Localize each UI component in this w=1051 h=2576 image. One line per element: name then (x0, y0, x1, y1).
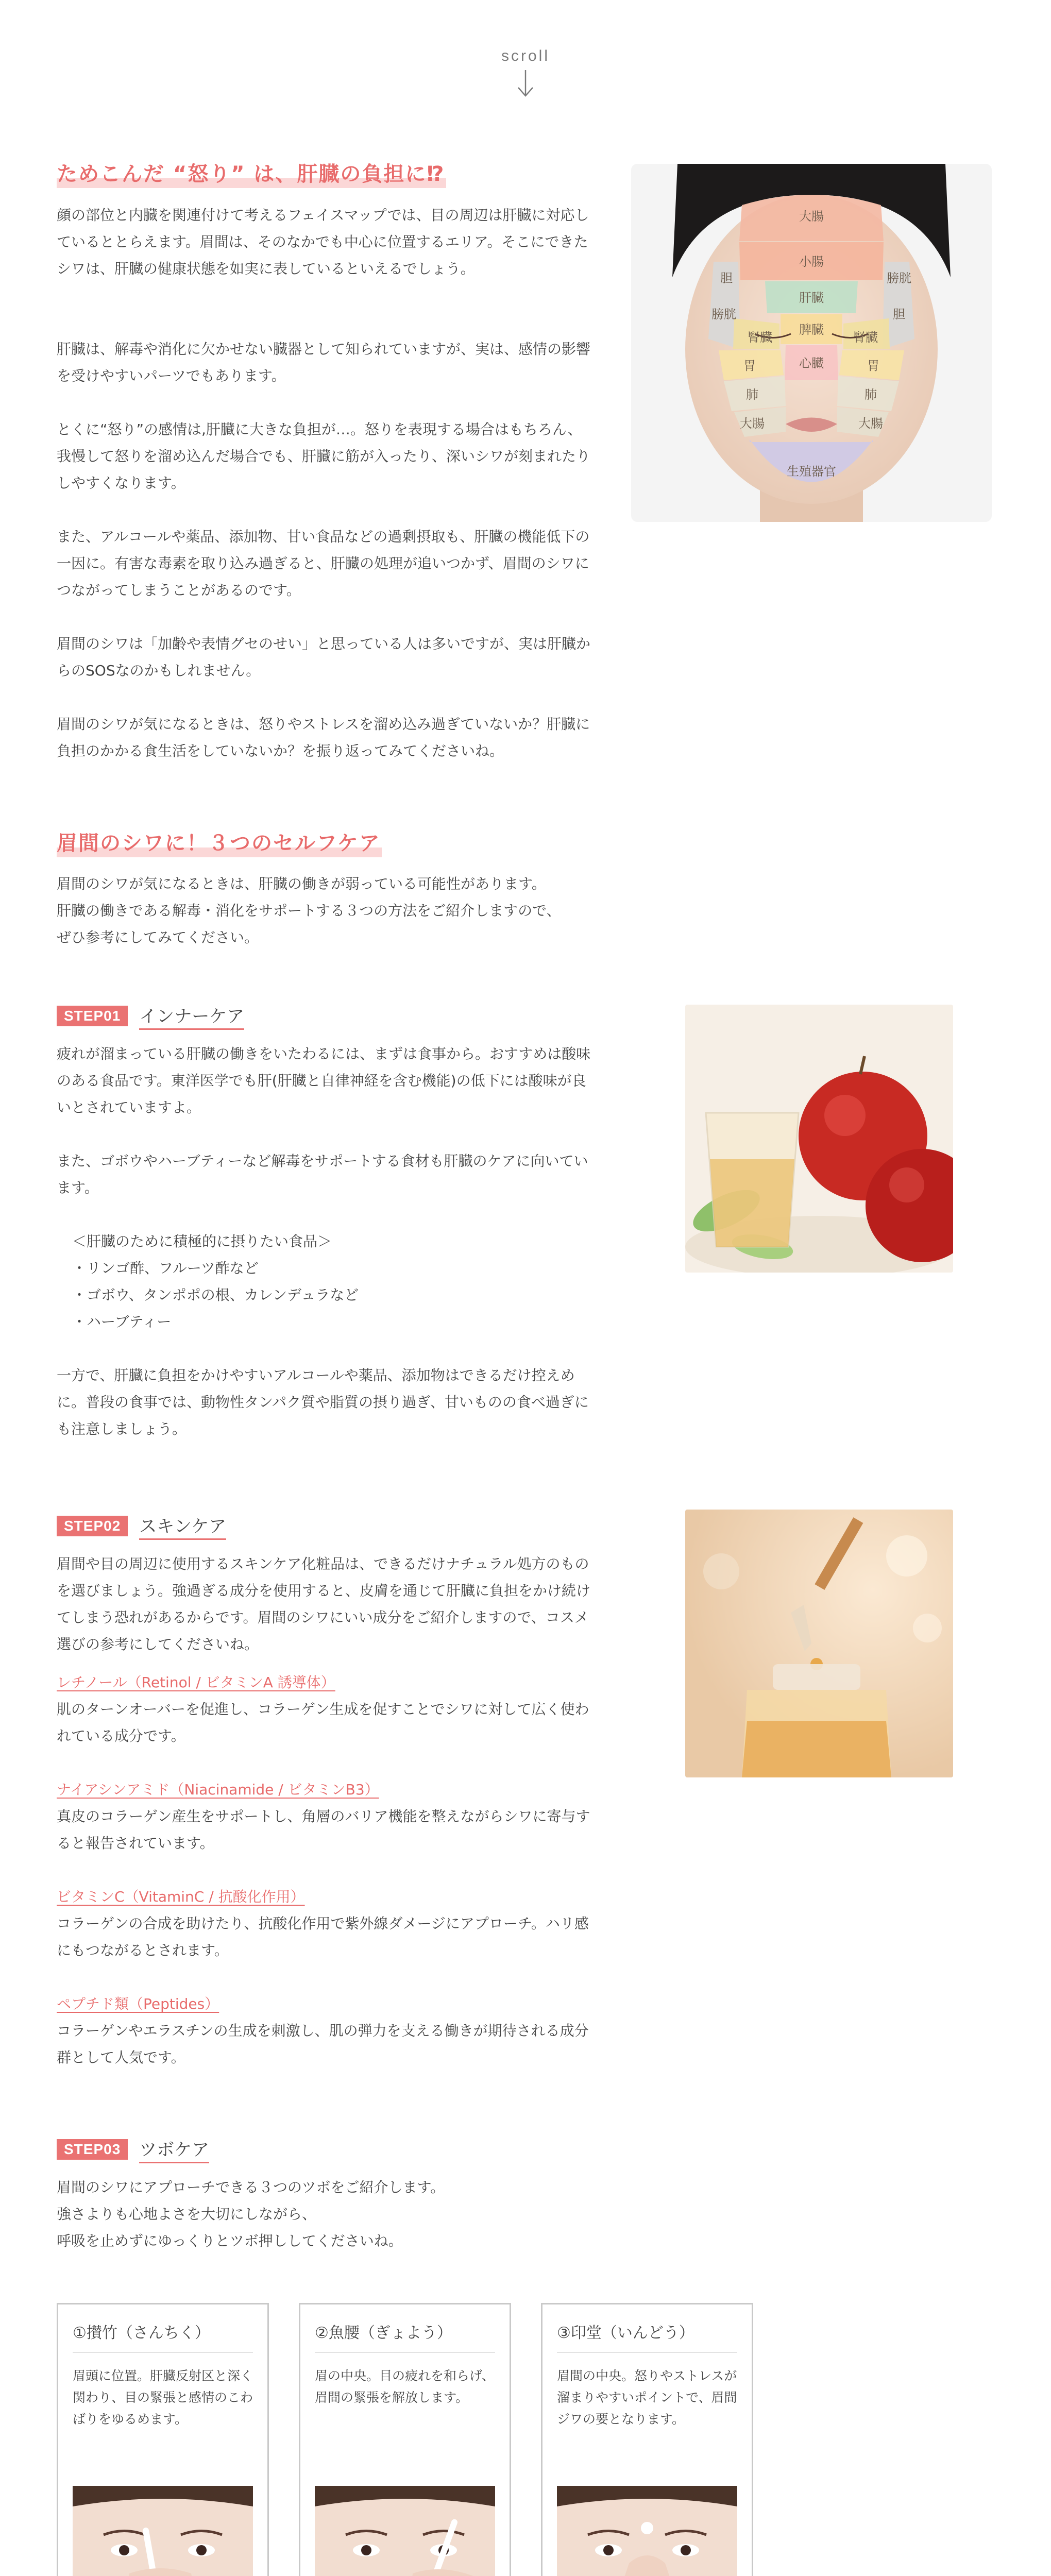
title-highlight: 肝臓の負担に⁉ (297, 162, 445, 186)
ingredient-desc: コラーゲンの合成を助けたり、抗酸化作用で紫外線ダメージにアプローチ。ハリ感にもつながるとされます。 (57, 1915, 589, 1959)
section-title-selfcare (57, 827, 382, 856)
intro-line: 肝臓の働きである解毒・消化をサポートする３つの方法をご紹介しますので、 (57, 902, 561, 919)
pressure-point-desc: 眉の中央。目の疲れを和らげ、眉間の緊張を解放します。 (315, 2368, 495, 2405)
ingredient-name: レチノール（Retinol / ビタミンA 誘導体） (57, 1674, 335, 1691)
step02-badge: STEP02 (57, 1516, 128, 1536)
label-colon-left: 大腸 (740, 416, 765, 431)
label-side-left: 膀胱 (711, 307, 736, 321)
intro-line: ぜひ参考にしてみてください。 (57, 929, 259, 946)
intro-line: 眉間のシワが気になるときは、肝臓の働きが弱っている可能性があります。 (57, 875, 546, 892)
scroll-label: scroll (501, 47, 550, 64)
list-item: ・リンゴ酢、フルーツ酢など (72, 1260, 259, 1277)
label-cheek-right: 胃 (867, 359, 879, 373)
list-heading: ＜肝臓のために積極的に摂りたい食品＞ (72, 1233, 332, 1250)
paragraph: 顔の部位と内臓を関連付けて考えるフェイスマップでは、目の周辺は肝臓に対応しているととらえます。眉間は、そのなかでも中心に位置するエリア。そこにできたシワは、肝臓の健康状態を如実に表しているといえるでしょう。 (57, 207, 589, 277)
section2-intro (57, 871, 592, 951)
pressure-point-desc: 眉間の中央。怒りやストレスが溜まりやすいポイントで、眉間ジワの要となります。 (557, 2368, 737, 2427)
ingredient-desc: コラーゲンやエラスチンの生成を刺激し、肌の弾力を支える働きが期待される成分群として人気です。 (57, 2022, 589, 2066)
pressure-point-photo (73, 2486, 253, 2576)
step01-heading (57, 1002, 244, 1030)
recommended-foods-list (57, 1228, 592, 1335)
list-item: ・ハーブティー (72, 1313, 172, 1330)
list-item: ・ゴボウ、タンポポの根、カレンデュラなど (72, 1286, 359, 1303)
label-chin: 生殖器官 (787, 464, 836, 479)
paragraph: また、ゴボウやハーブティーなど解毒をサポートする食材も肝臓のケアに向いています。 (57, 1153, 588, 1196)
paragraph: 疲れが溜まっている肝臓の働きをいたわるには、まずは食事から。おすすめは酸味のある食品です。東洋医学でも肝(肝臓と自律神経を含む機能)の低下には酸味が良いとされていますよ。 (57, 1045, 591, 1116)
step03-heading (57, 2136, 209, 2163)
ingredient-desc: 肌のターンオーバーを促進し、コラーゲン生成を促すことでシワに対して広く使われている成分です。 (57, 1701, 589, 1744)
step03-intro (57, 2174, 592, 2255)
paragraph: 眉間や目の周辺に使用するスキンケア化粧品は、できるだけナチュラル処方のものを選びましょう。強過ぎる成分を使用すると、皮膚を通じて肝臓に負担をかけ続けてしまう恐れがあるからです。眉間のシワにいい成分をご紹介しますので、コスメ選びの参考にしてくださいね。 (57, 1555, 591, 1653)
label-colon-right: 大腸 (858, 416, 883, 431)
label-forehead-mid: 小腸 (799, 255, 824, 269)
pressure-point-title: ③印堂（いんどう） (557, 2320, 737, 2353)
paragraph: 眉間のシワが気になるときは、怒りやストレスを溜め込み過ぎていないか？肝臓に負担のかかる食生活をしていないか？を振り返ってみてくださいね。 (57, 716, 590, 759)
apple-vinegar-photo (685, 1005, 953, 1273)
label-lung-right: 肺 (864, 387, 877, 402)
label-nose: 脾臓 (799, 323, 824, 337)
step02-body (57, 1551, 592, 2071)
label-side-right: 胆 (893, 307, 905, 321)
pressure-point-title: ①攅竹（さんちく） (73, 2320, 253, 2353)
scroll-indicator-top[interactable] (0, 47, 1051, 98)
label-temple-left: 胆 (720, 271, 733, 285)
paragraph: また、アルコールや薬品、添加物、甘い食品などの過剰摂取も、肝臓の機能低下の一因に。有害な毒素を取り込み過ぎると、肝臓の処理が追いつかず、眉間のシワにつながってしまうことがあるのです。 (57, 528, 590, 599)
title-prefix: ためこんだ “怒り” は、 (57, 162, 297, 186)
label-kidney-left: 腎臓 (748, 330, 772, 345)
pressure-point-card (541, 2303, 753, 2576)
step02-heading (57, 1512, 226, 1540)
ingredient-name: ペプチド類（Peptides） (57, 1995, 219, 2012)
serum-dropper-photo (685, 1510, 953, 1777)
step01-badge: STEP01 (57, 1006, 128, 1026)
label-temple-right: 膀胱 (887, 271, 911, 285)
pressure-point-card (299, 2303, 511, 2576)
step01-title: インナーケア (139, 1002, 244, 1030)
intro-line: 呼吸を止めずにゆっくりとツボ押ししてくださいね。 (57, 2232, 403, 2249)
ingredient-name: ビタミンC（VitaminC / 抗酸化作用） (57, 1888, 305, 1905)
intro-line: 眉間のシワにアプローチできる３つのツボをご紹介します。 (57, 2179, 445, 2196)
paragraph: 眉間のシワは「加齢や表情グセのせい」と思っている人は多いですが、実は肝臓からのSOSなのかもしれません。 (57, 635, 591, 679)
step03-title: ツボケア (139, 2136, 209, 2163)
ingredient-name: ナイアシンアミド（Niacinamide / ビタミンB3） (57, 1781, 379, 1798)
paragraph: 一方で、肝臓に負担をかけやすいアルコールや薬品、添加物はできるだけ控えめに。普段の食事では、動物性タンパク質や脂質の摂り過ぎ、甘いものの食べ過ぎにも注意しましょう。 (57, 1367, 589, 1437)
paragraph: とくに“怒り”の感情は,肝臓に大きな負担が…。怒りを表現する場合はもちろん、我慢して怒りを溜め込んだ場合でも、肝臓に筋が入ったり、深いシワが刻まれたりしやすくなります。 (57, 421, 591, 492)
pressure-point-desc: 眉頭に位置。肝臓反射区と深く関わり、目の緊張と感情のこわばりをゆるめます。 (73, 2368, 253, 2427)
label-brow: 肝臓 (799, 291, 824, 305)
label-kidney-right: 腎臓 (853, 330, 878, 345)
pressure-point-card (57, 2303, 269, 2576)
section-title-anger (57, 158, 446, 187)
step02-title: スキンケア (139, 1512, 226, 1540)
step01-body (57, 1041, 592, 1443)
pressure-point-title: ②魚腰（ぎょよう） (315, 2320, 495, 2353)
ingredient-desc: 真皮のコラーゲン産生をサポートし、角層のバリア機能を整えながらシワに寄与すると報告されています。 (57, 1808, 590, 1852)
step03-badge: STEP03 (57, 2139, 128, 2160)
label-forehead-top: 大腸 (799, 209, 824, 224)
paragraph: 肝臓は、解毒や消化に欠かせない臓器として知られていますが、実は、感情の影響を受けやすいパーツでもあります。 (57, 341, 591, 384)
label-lung-left: 肺 (746, 387, 758, 402)
section1-body (57, 202, 592, 765)
arrow-down-icon (515, 69, 536, 98)
label-heart: 心臓 (799, 356, 824, 370)
pressure-point-photo (315, 2486, 495, 2576)
label-cheek-left: 胃 (743, 359, 756, 373)
selfcare-title-text: 眉間のシワに！３つのセルフケア (57, 832, 382, 857)
intro-line: 強さよりも心地よさを大切にしながら、 (57, 2206, 317, 2223)
face-map-image (631, 164, 992, 522)
pressure-point-photo (557, 2486, 737, 2576)
